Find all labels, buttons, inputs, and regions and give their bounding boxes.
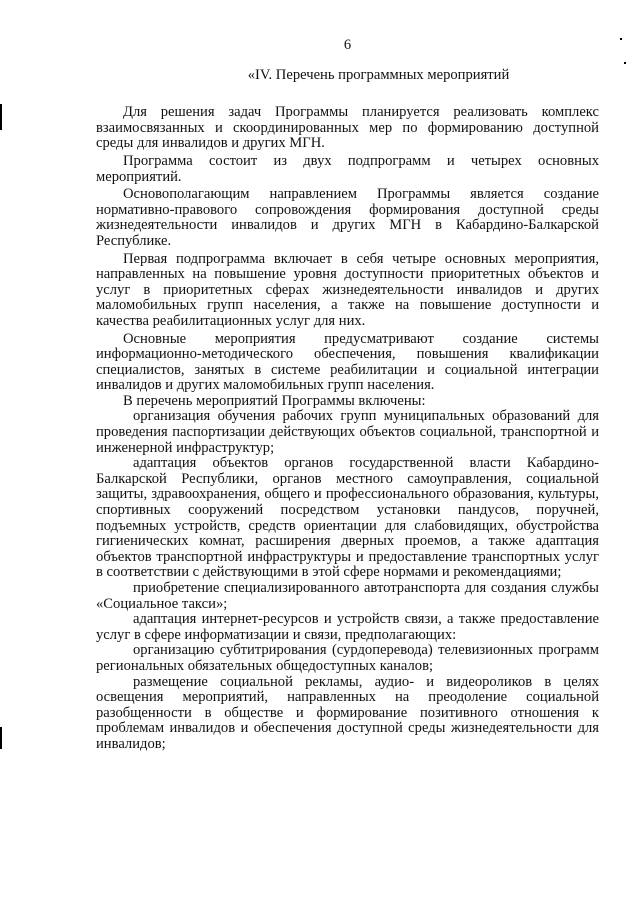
scan-dot-right-1 [620, 38, 622, 40]
scan-mark-top [0, 104, 2, 130]
list-item: организация обучения рабочих групп муниципальных образований для проведения паспортизации действующих объектов социальной, транспортной и инженерной инфраструктур; [96, 408, 599, 456]
list-item: организацию субтитрирования (сурдоперевода) телевизионных программ региональных обязательных общедоступных каналов; [96, 642, 599, 674]
list-item: размещение социальной рекламы, аудио- и видеороликов в целях освещения мероприятий, направленных на преодоление социальной разобщенности в обществе и формирование позитивного отношения к проблемам инвалидов и обеспечения доступной среды жизнедеятельности для инвалидов; [96, 673, 599, 752]
scan-mark-bottom [0, 727, 2, 749]
list-item: адаптация объектов органов государственной власти Кабардино-Балкарской Республики, органов местного самоуправления, социальной защиты, здравоохранения, общего и профессионального образования, культуры, спортивных сооружений посредством установки пандусов, поручней, подъемных устройств, средств ориентации для слабовидящих, обустройства гигиенических комнат, расширения дверных проемов, а также адаптация объектов транспортной инфраструктуры и предоставление транспортных услуг в соответствии с действующими в этой сфере нормами и рекомендациями; [96, 455, 599, 581]
paragraph-6: В перечень мероприятий Программы включены: [123, 392, 426, 409]
scan-dot-right-2 [624, 62, 626, 64]
section-title: «IV. Перечень программных мероприятий [247, 66, 510, 83]
paragraph-2: Программа состоит из двух подпрограмм и четырех основных мероприятий. [96, 152, 599, 185]
list-item: адаптация интернет-ресурсов и устройств связи, а также предоставление услуг в сфере информатизации и связи, предполагающих: [96, 611, 599, 643]
list-item: приобретение специализированного автотранспорта для создания службы «Социальное такси»; [96, 580, 599, 612]
paragraph-3: Основополагающим направлением Программы является создание нормативно-правового сопровождения формирования доступной среды жизнедеятельности инвалидов и других МГН в Кабардино-Балкарской Республике. [96, 186, 599, 249]
paragraph-4: Первая подпрограмма включает в себя четыре основных мероприятия, направленных на повышение уровня доступности приоритетных объектов и услуг в приоритетных сферах жизнедеятельности инвалидов и других маломобильных групп населения, а также на повышение доступности и качества реабилитационных услуг для них. [96, 250, 599, 329]
paragraph-1: Для решения задач Программы планируется реализовать комплекс взаимосвязанных и скоординированных мер по формированию доступной среды для инвалидов и других МГН. [96, 104, 599, 152]
page-number: 6 [343, 37, 352, 53]
document-page [96, 38, 599, 753]
paragraph-5: Основные мероприятия предусматривают создание системы информационно-методического обеспечения, повышения квалификации специалистов, занятых в системе реабилитации и социальной интеграции инвалидов и других маломобильных групп населения. [96, 330, 599, 394]
